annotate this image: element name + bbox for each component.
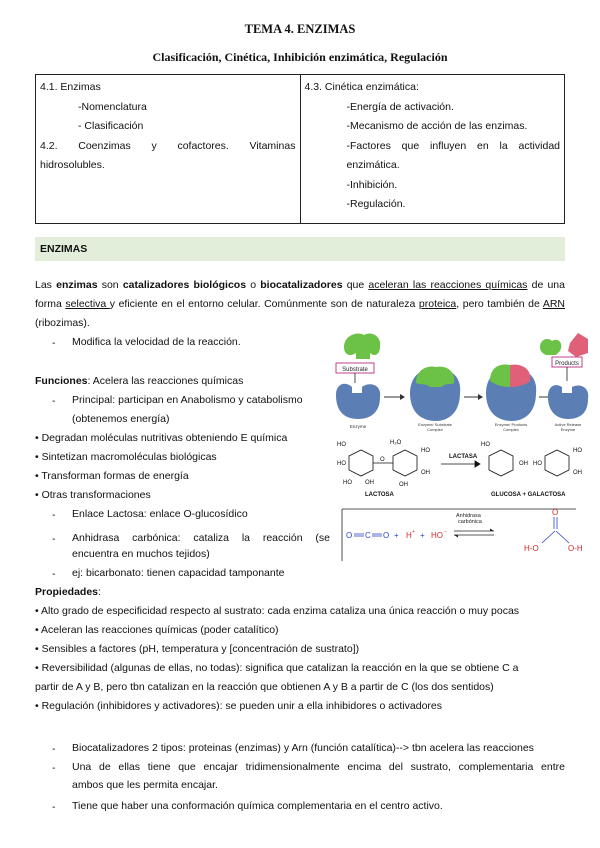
- sugar-ring: [393, 450, 417, 476]
- outline-sub: -Factores que influyen en la actividad: [346, 139, 560, 152]
- substrate-shape: [416, 367, 454, 387]
- ho-label: HO: [481, 442, 490, 448]
- stage-caption: Active Release: [554, 422, 582, 427]
- outline-item-coenzimas: [40, 137, 296, 157]
- products-label: Products: [555, 361, 579, 367]
- dash-bullet: -: [52, 743, 56, 755]
- arrowhead: [400, 394, 405, 400]
- text: y eficiente en el entorno celular. Comúnmente son de naturaleza: [109, 298, 419, 310]
- oh-label: OH: [573, 470, 582, 476]
- property-line: partir de A y B, pero tbn catalizan en la reacción que obtienen A y B a partir de C (los dos sentidos): [35, 681, 494, 693]
- bold-term: catalizadores biológicos: [122, 279, 247, 291]
- final-line: Tiene que haber una conformación química complementaria en el centro activo.: [72, 800, 443, 812]
- stage-caption: Enzyme/ Substrate: [418, 422, 452, 427]
- property-line: • Aceleran las reacciones químicas (poder catalítico): [35, 624, 279, 636]
- text: Las: [35, 279, 57, 291]
- enzyme-name: Anhidrasa: [456, 513, 481, 519]
- underlined-term: selectiva: [65, 298, 110, 310]
- arrowhead: [490, 529, 494, 532]
- function-bicarbonato: ej: bicarbonato: tienen capacidad tamponante: [72, 567, 285, 579]
- bold-term: enzimas: [56, 279, 98, 291]
- dash-bullet: -: [52, 801, 56, 813]
- product-shape: [568, 333, 588, 357]
- dash-bullet: -: [52, 568, 56, 580]
- text: Anhidrasa: [72, 532, 120, 544]
- dash-line: Modifica la velocidad de la reacción.: [72, 336, 241, 348]
- co2-c: C: [365, 531, 371, 540]
- oh-label: OH: [399, 482, 408, 488]
- underlined-term: aceleran las reacciones químicas: [368, 279, 528, 291]
- page-title: TEMA 4. ENZIMAS: [244, 22, 356, 36]
- outline-sub: -Energía de activación.: [346, 100, 454, 113]
- outline-sub-nomenclatura: -Nomenclatura: [78, 100, 147, 113]
- functions-label: Funciones: [35, 375, 88, 387]
- outline-sub: -Regulación.: [346, 198, 406, 210]
- sugar-ring: [489, 450, 513, 476]
- properties-heading: [35, 583, 101, 602]
- ho-label: HO: [337, 461, 346, 467]
- oh-label: OH: [519, 461, 528, 467]
- reactant-name: LACTOSA: [365, 492, 394, 498]
- co2-o: O: [383, 531, 390, 540]
- outline-word: 4.2.: [40, 139, 58, 152]
- dash-bullet: -: [52, 395, 56, 407]
- outline-item-hidrosolubles: hidrosolubles.: [40, 159, 105, 171]
- outline-word: Vitaminas: [249, 139, 296, 152]
- enzyme-shape: [548, 385, 588, 419]
- section-header: [35, 237, 565, 261]
- dash-bullet: -: [52, 762, 56, 774]
- carbonyl-o: O: [552, 508, 559, 517]
- hydroxyl: H-O: [524, 544, 539, 553]
- bold-term: biocatalizadores: [260, 279, 343, 291]
- ho-charge: −: [444, 529, 447, 535]
- text: de una forma: [35, 279, 565, 310]
- oh-label: OH: [365, 480, 374, 486]
- enzyme-mechanism-figure: [330, 325, 592, 433]
- h-ion: H: [406, 531, 412, 540]
- ho-label: HO: [533, 461, 542, 467]
- substrate-shape: [344, 334, 380, 360]
- dash-bullet: -: [52, 533, 56, 545]
- outline-item-cinetica: 4.3. Cinética enzimática:: [304, 81, 419, 93]
- function-bullet: • Transforman formas de energía: [35, 470, 189, 482]
- h2o-label: H₂O: [390, 440, 402, 446]
- property-line: • Sensibles a factores (pH, temperatura y [concentración de sustrato]): [35, 643, 360, 655]
- text: son: [97, 279, 123, 291]
- product-names: GLUCOSA + GALACTOSA: [491, 492, 566, 498]
- function-bullet: • Degradan moléculas nutritivas obteniendo E química: [35, 432, 288, 444]
- function-principal: Principal: participan en Anabolismo y catabolismo: [72, 394, 303, 406]
- function-lactosa: Enlace Lactosa: enlace O-glucosídico: [72, 508, 248, 520]
- text: , pero también de: [456, 298, 543, 310]
- plus-sign: +: [420, 531, 425, 540]
- text: carbónica:: [132, 532, 181, 544]
- hydroxyl: O-H: [568, 544, 583, 553]
- oh-label: OH: [421, 470, 430, 476]
- sugar-ring: [349, 450, 373, 476]
- property-line: • Regulación (inhibidores y activadores): se pueden unir a ella inhibidores o activadores: [35, 700, 442, 712]
- plus-sign: +: [394, 531, 399, 540]
- stage-caption: Enzyme: [349, 424, 367, 429]
- underlined-term: ARN: [542, 298, 565, 310]
- outline-table: [35, 74, 565, 224]
- outline-word: y: [151, 139, 157, 152]
- product-shape: [540, 339, 561, 355]
- outline-sub-clasificacion: - Clasificación: [78, 120, 144, 132]
- carbonic-anhydrase-figure: [336, 505, 594, 567]
- stage-caption: Complex: [503, 427, 519, 432]
- function-bullet: • Otras transformaciones: [35, 489, 151, 501]
- text: o: [246, 279, 261, 291]
- outline-word: cofactores.: [177, 139, 229, 152]
- function-anhidrasa-cont: encuentra en muchos tejidos): [72, 548, 210, 560]
- outline-sub: -Inhibición.: [346, 178, 398, 191]
- stage-caption: Complex: [427, 427, 443, 432]
- text: (ribozimas).: [35, 317, 90, 329]
- ho-ion: HO: [431, 531, 443, 540]
- final-line-cont: ambos que les permita encajar.: [72, 779, 218, 791]
- function-principal-cont: (obtenemos energía): [72, 413, 170, 425]
- function-bullet: • Sintetizan macromoléculas biológicas: [35, 451, 217, 463]
- functions-text: : Acelera las reacciones químicas: [87, 375, 244, 387]
- text: (se: [315, 532, 330, 544]
- arrowhead: [475, 461, 480, 467]
- property-line: • Alto grado de especificidad respecto al sustrato: cada enzima cataliza una única reacción o muy pocas: [35, 605, 520, 617]
- co2-o: O: [346, 531, 353, 540]
- final-line: Biocatalizadores 2 tipos: proteinas (enzimas) y Arn (función catalítica)--> tbn acelera las reacciones: [72, 742, 534, 754]
- text: que: [342, 279, 369, 291]
- ho-label: HO: [421, 448, 430, 454]
- enzyme-shape: [336, 384, 380, 419]
- text: la: [241, 532, 251, 544]
- functions-heading: [35, 372, 243, 391]
- sugar-ring: [545, 450, 569, 476]
- arrowhead: [478, 394, 483, 400]
- outline-left: [36, 75, 301, 224]
- outline-item-enzimas: 4.1. Enzimas: [40, 81, 101, 93]
- dash-bullet: -: [52, 337, 56, 349]
- lactose-hydrolysis-figure: [335, 434, 593, 500]
- text: :: [98, 586, 101, 598]
- final-line: Una de ellas tiene que encajar tridimensionalmente encima del sustrato, complementaria entre: [72, 761, 565, 773]
- properties-label: Propiedades: [35, 586, 99, 598]
- outline-word: Coenzimas: [78, 139, 131, 152]
- outline-sub: enzimática.: [346, 159, 400, 171]
- arrowhead: [454, 535, 458, 538]
- o-label: O: [380, 457, 385, 463]
- stage-caption: Enzyme: [560, 427, 576, 432]
- enzyme-name: LACTASA: [449, 454, 478, 460]
- underlined-term: proteica: [418, 298, 457, 310]
- single-bond: [556, 531, 569, 543]
- ho-label: HO: [573, 448, 582, 454]
- outline-sub: -Mecanismo de acción de las enzimas.: [346, 120, 528, 132]
- enzyme-name: carbónica: [458, 519, 482, 525]
- text: cataliza: [193, 532, 229, 544]
- dash-bullet: -: [52, 509, 56, 521]
- page-subtitle: Clasificación, Cinética, Inhibición enzimática, Regulación: [152, 50, 448, 64]
- substrate-label: Substrate: [342, 367, 368, 373]
- text: reacción: [262, 532, 303, 544]
- ho-label: HO: [343, 480, 352, 486]
- ho-label: HO: [337, 442, 346, 448]
- stage-caption: Enzyme/ Products: [494, 422, 528, 427]
- single-bond: [542, 531, 555, 543]
- h-charge: +: [412, 529, 415, 535]
- property-line: • Reversibilidad (algunas de ellas, no todas): significa que catalizan la reacción en la que se obtiene C a: [35, 662, 519, 674]
- section-title: ENZIMAS: [40, 243, 88, 255]
- outline-right: [300, 75, 565, 224]
